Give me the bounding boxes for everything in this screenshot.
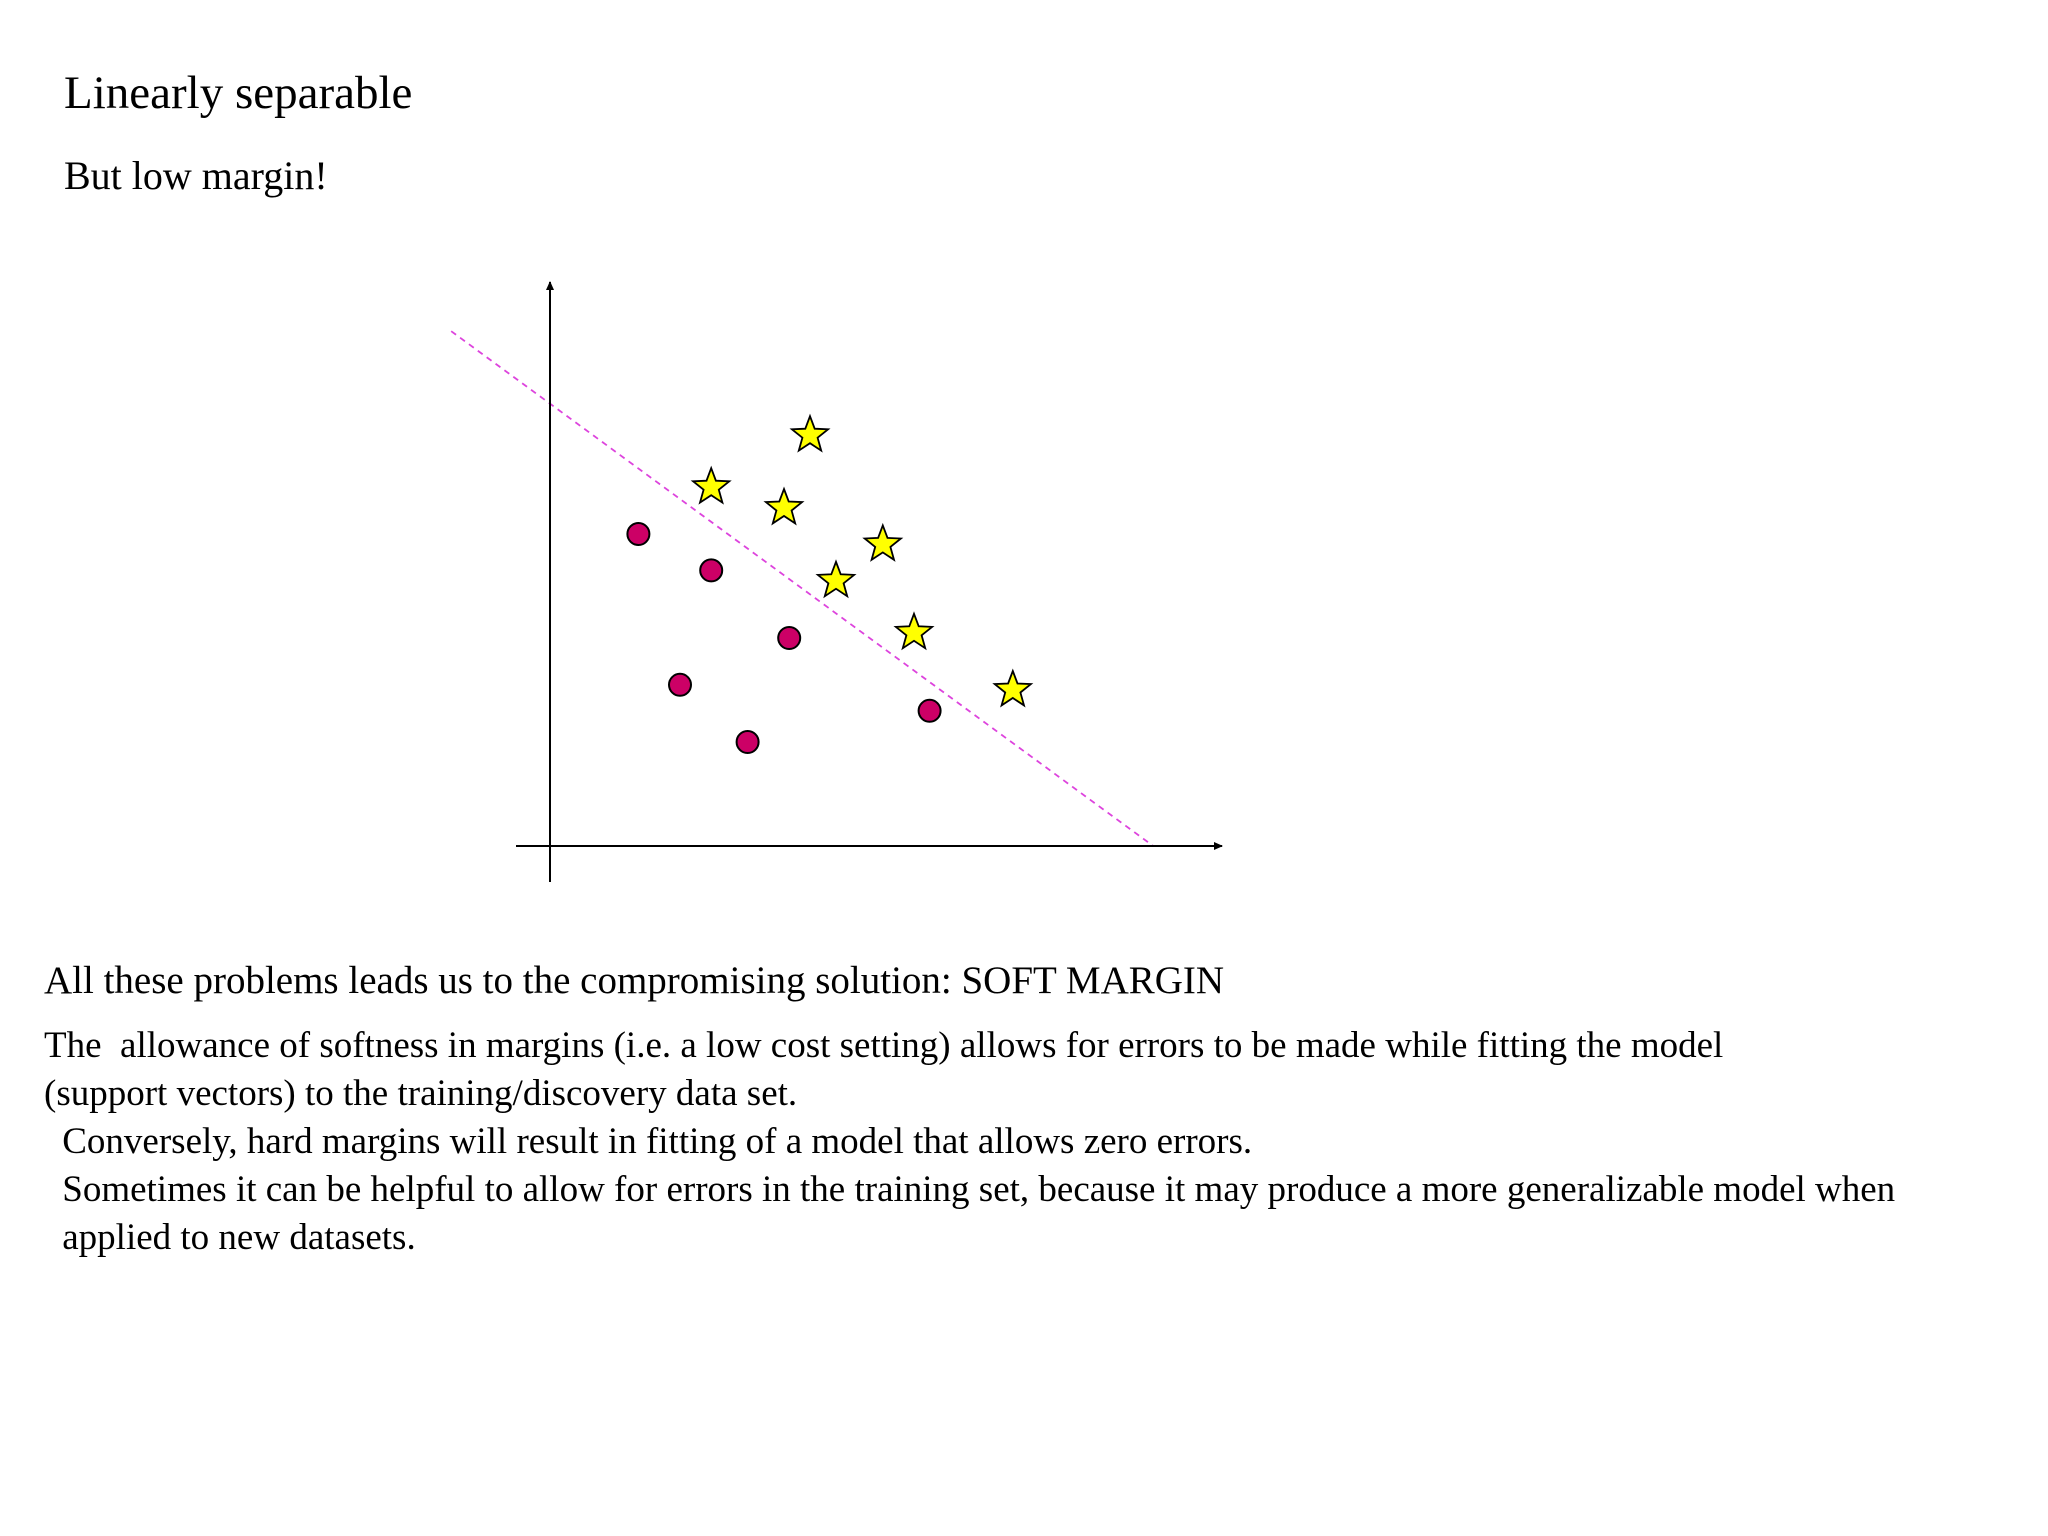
boundary-line	[451, 331, 1153, 846]
circle-point-1	[627, 523, 649, 545]
star-point-6	[896, 614, 932, 648]
circle-point-5	[737, 731, 759, 753]
circle-point-3	[778, 627, 800, 649]
data-points	[627, 416, 1031, 753]
star-point-3	[766, 489, 802, 523]
star-point-7	[995, 671, 1031, 705]
star-point-5	[818, 562, 854, 596]
slide-title: Linearly separable	[64, 67, 413, 119]
body-line-4: Sometimes it can be helpful to allow for errors in the training set, because it may produce a more generalizable model when	[53, 1169, 1896, 1210]
body-line-2: (support vectors) to the training/discovery data set.	[44, 1073, 798, 1114]
slide-subtitle: But low margin!	[64, 153, 328, 198]
body-line-5: applied to new datasets.	[53, 1217, 416, 1258]
star-point-1	[792, 416, 828, 450]
circle-point-2	[700, 559, 722, 581]
star-point-4	[865, 525, 901, 559]
soft-margin-headline: All these problems leads us to the compromising solution: SOFT MARGIN	[44, 959, 1225, 1002]
star-point-2	[693, 468, 729, 502]
body-line-1: The allowance of softness in margins (i.e. a low cost setting) allows for errors to be made while fitting the model	[44, 1025, 1724, 1066]
circle-point-6	[919, 700, 941, 722]
body-line-3: Conversely, hard margins will result in fitting of a model that allows zero errors.	[53, 1121, 1253, 1162]
circle-point-4	[669, 674, 691, 696]
